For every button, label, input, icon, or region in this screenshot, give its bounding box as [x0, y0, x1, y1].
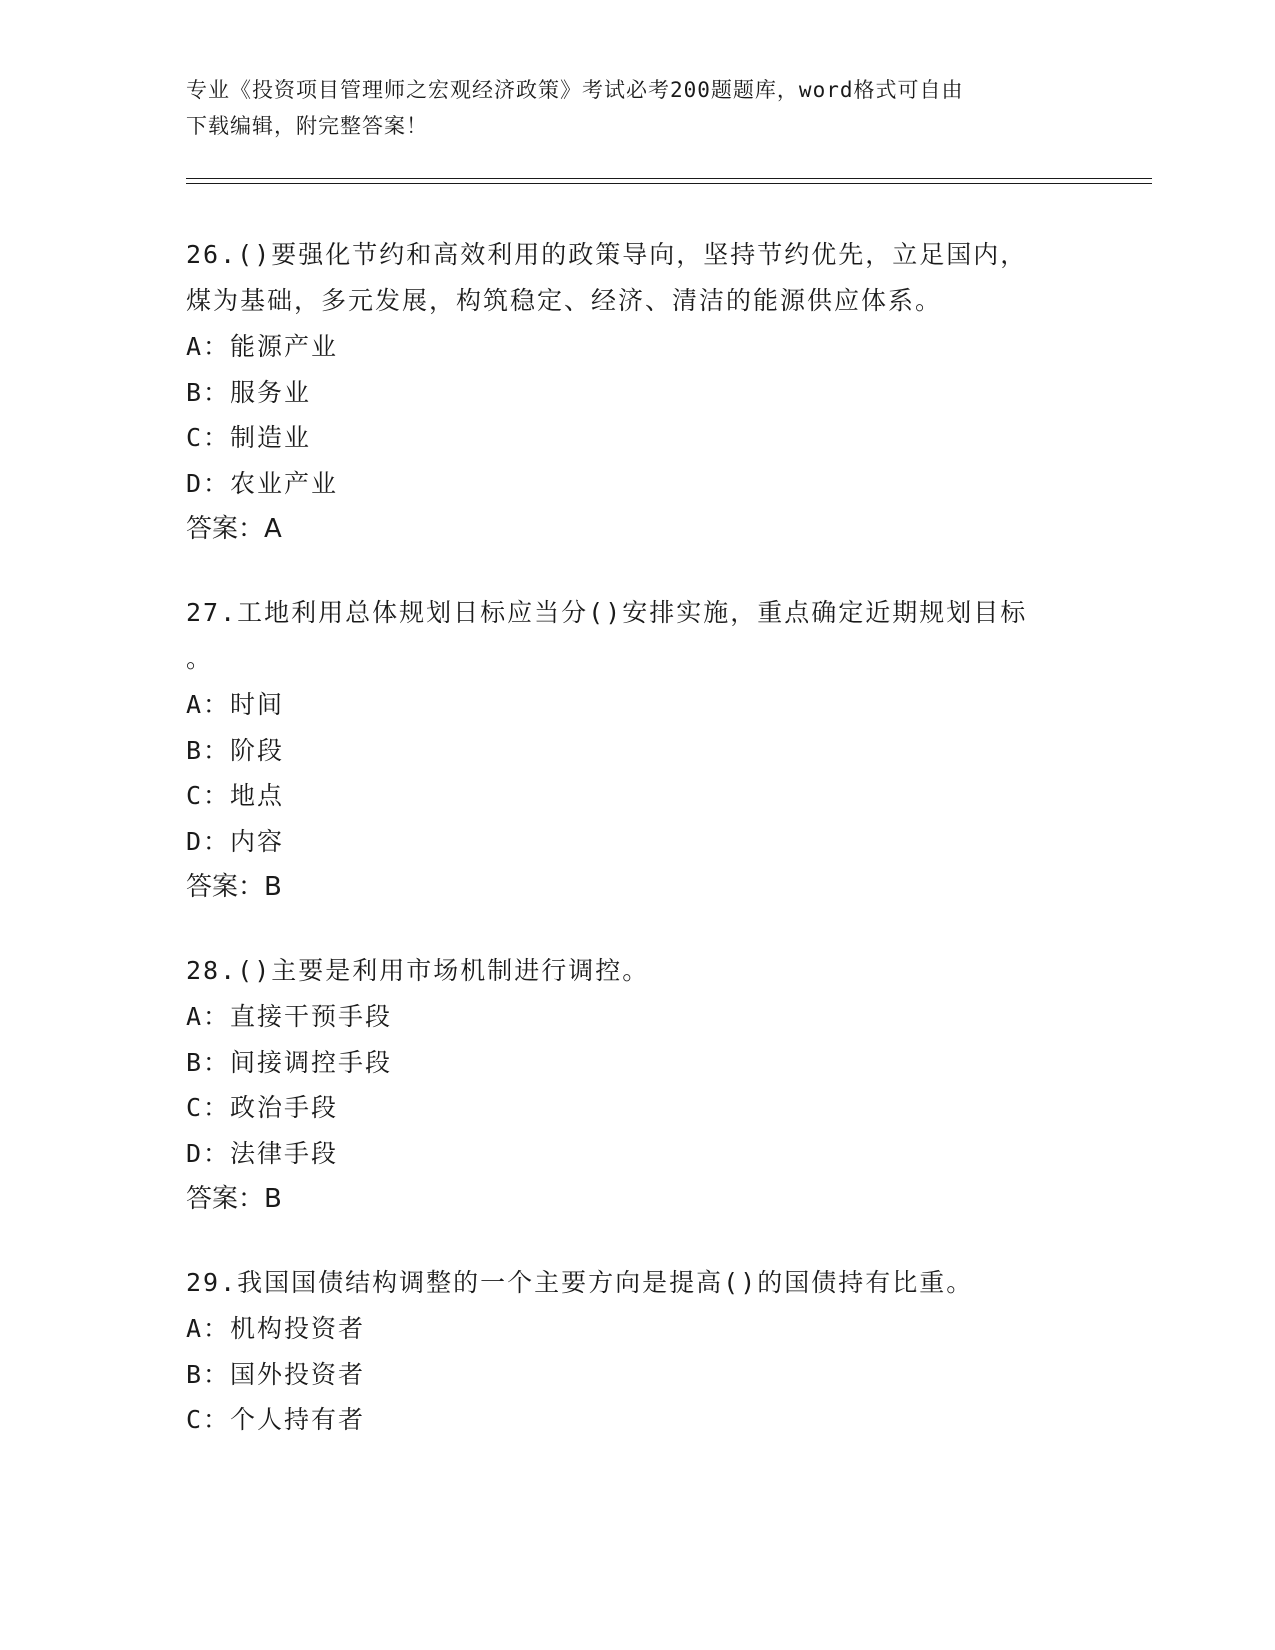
option-d: D：内容 [186, 826, 285, 856]
option-a: A：时间 [186, 690, 285, 719]
question-27 [186, 590, 1076, 910]
option-b: B：服务业 [186, 377, 312, 407]
option-d: D：法律手段 [186, 1138, 339, 1168]
option-c: C：制造业 [186, 423, 312, 452]
document-header [186, 72, 1066, 144]
question-stem-line: 27.工地利用总体规划日标应当分()安排实施，重点确定近期规划目标 [186, 598, 1028, 627]
question-29 [186, 1260, 1076, 1443]
question-stem-line: 28.()主要是利用市场机制进行调控。 [186, 956, 650, 985]
header-divider-top [186, 178, 1152, 179]
question-stem-line: 。 [186, 644, 214, 673]
answer: 答案：A [186, 514, 282, 544]
option-b: B：间接调控手段 [186, 1047, 393, 1077]
option-b: B：阶段 [186, 735, 285, 765]
option-b: B：国外投资者 [186, 1359, 366, 1389]
option-c: C：地点 [186, 781, 285, 810]
option-a: A：机构投资者 [186, 1314, 366, 1343]
question-stem-line: 29.我国国债结构调整的一个主要方向是提高()的国债持有比重。 [186, 1268, 974, 1297]
option-a: A：直接干预手段 [186, 1002, 393, 1031]
option-a: A：能源产业 [186, 332, 339, 361]
header-line-1: 专业《投资项目管理师之宏观经济政策》考试必考200题题库，word格式可自由 [186, 78, 964, 102]
question-stem-line: 煤为基础，多元发展，构筑稳定、经济、清洁的能源供应体系。 [186, 286, 943, 315]
answer: 答案：B [186, 1184, 282, 1214]
option-d: D：农业产业 [186, 468, 339, 498]
question-stem-line: 26.()要强化节约和高效利用的政策导向，坚持节约优先，立足国内， [186, 240, 1028, 269]
question-28 [186, 948, 1076, 1222]
answer: 答案：B [186, 872, 282, 902]
question-list [186, 232, 1076, 1481]
header-line-2: 下载编辑，附完整答案！ [186, 114, 428, 138]
header-divider-bottom [186, 183, 1152, 184]
option-c: C：政治手段 [186, 1093, 339, 1122]
option-c: C：个人持有者 [186, 1405, 366, 1434]
question-26 [186, 232, 1076, 552]
